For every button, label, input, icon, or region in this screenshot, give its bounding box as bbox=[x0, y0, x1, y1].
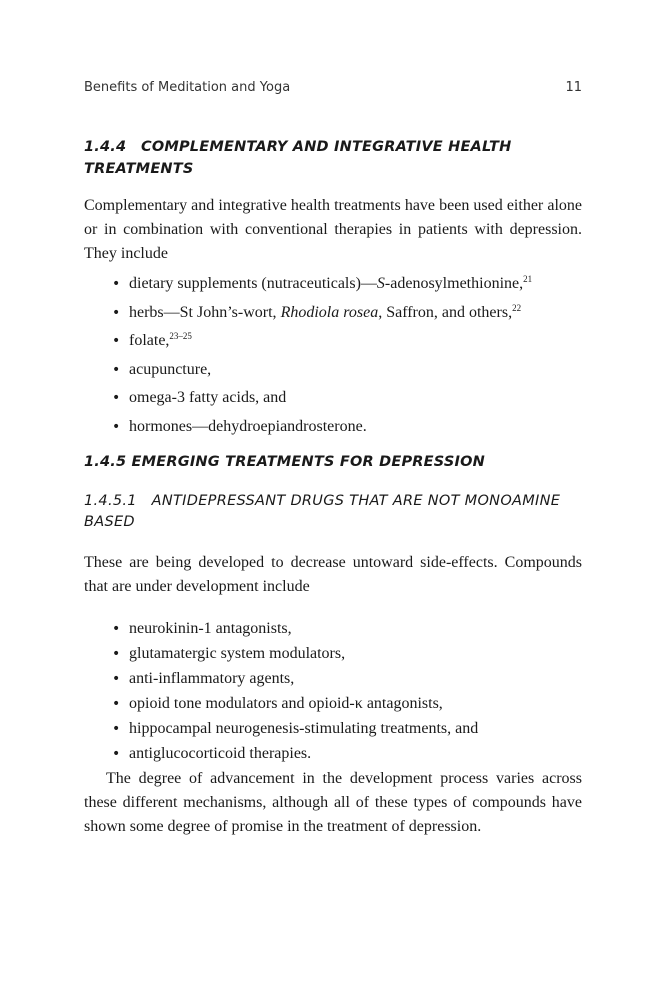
list-item bbox=[84, 301, 582, 325]
closing-paragraph: The degree of advancement in the development process varies across these different mechanisms, although all of these types of compounds have shown some degree of promise in the treatment of depression. bbox=[84, 770, 582, 835]
list-item-text: acupuncture, bbox=[129, 360, 212, 378]
list-item-text: hormones—dehydroepiandrosterone. bbox=[129, 417, 367, 435]
list-item: • anti-inflammatory agents, bbox=[84, 667, 582, 691]
list-item-italic: Rhodiola rosea bbox=[280, 303, 379, 321]
book-page bbox=[84, 0, 582, 1000]
section-heading-1-4-5-1: 1.4.5.1 ANTIDEPRESSANT DRUGS THAT ARE NOT MONOAMINE BASED bbox=[84, 493, 561, 530]
list-item-text: , Saffron, and others, bbox=[378, 303, 513, 321]
list-item-text: -adenosylmethionine, bbox=[384, 275, 524, 292]
complementary-treatments-list bbox=[84, 272, 582, 443]
running-head-title: Benefits of Meditation and Yoga bbox=[84, 80, 291, 95]
list-item-text: omega-3 fatty acids, and bbox=[129, 389, 287, 406]
list-item: • antiglucocorticoid therapies. bbox=[84, 742, 582, 766]
list-item bbox=[84, 329, 582, 353]
list-item-text: folate, bbox=[129, 332, 170, 349]
reference-superscript: 21 bbox=[523, 274, 533, 284]
list-item: • glutamatergic system modulators, bbox=[84, 642, 582, 666]
emerging-compounds-list bbox=[84, 617, 582, 767]
list-item: • opioid tone modulators and opioid-κ antagonists, bbox=[84, 692, 582, 716]
list-item bbox=[84, 272, 582, 296]
section-1-4-4-intro: Complementary and integrative health treatments have been used either alone or in combination with conventional therapies in patients with depression. They include bbox=[84, 197, 582, 262]
page-number: 11 bbox=[565, 80, 582, 95]
section-heading-1-4-4: 1.4.4 COMPLEMENTARY AND INTEGRATIVE HEALTH TREATMENTS bbox=[84, 139, 512, 177]
list-item: • neurokinin-1 antagonists, bbox=[84, 617, 582, 641]
list-item-text: herbs—St John’s-wort, bbox=[129, 303, 281, 321]
list-item bbox=[84, 358, 582, 382]
reference-superscript: 22 bbox=[512, 302, 522, 313]
list-item bbox=[84, 415, 582, 439]
list-item bbox=[84, 386, 582, 410]
section-1-4-5-1-intro: These are being developed to decrease untoward side-effects. Compounds that are under development include bbox=[84, 554, 582, 595]
list-item-italic: S bbox=[376, 275, 385, 292]
running-head bbox=[84, 80, 582, 95]
list-item-text: dietary supplements (nutraceuticals)— bbox=[129, 275, 377, 292]
reference-superscript: 23–25 bbox=[169, 331, 192, 341]
section-heading-1-4-5: 1.4.5 EMERGING TREATMENTS FOR DEPRESSION bbox=[84, 454, 485, 470]
list-item: • hippocampal neurogenesis-stimulating treatments, and bbox=[84, 717, 582, 741]
